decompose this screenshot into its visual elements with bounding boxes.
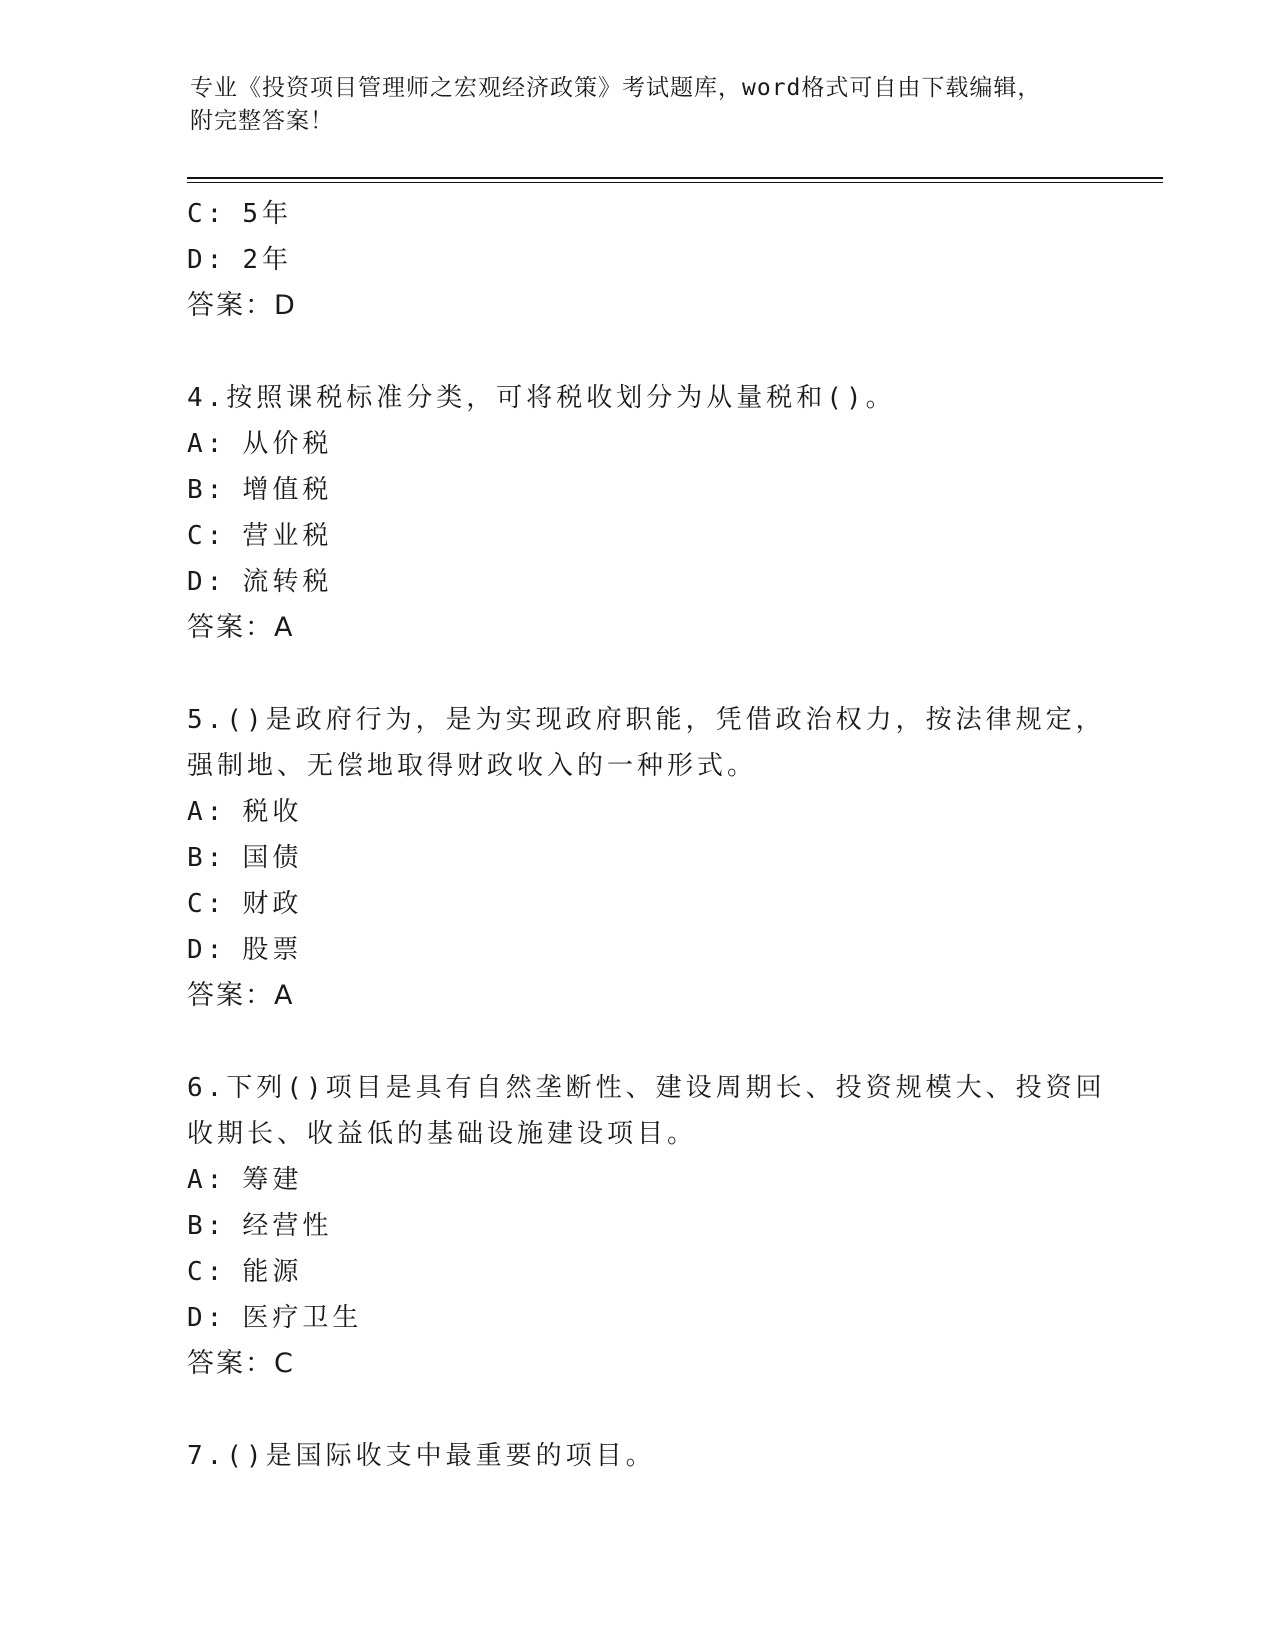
option-text: 股票	[242, 935, 303, 965]
option-letter: A:	[187, 797, 227, 827]
answer-line: 答案：A	[187, 612, 295, 643]
option-b	[187, 467, 1087, 513]
document-header	[190, 72, 1070, 138]
option-letter: C:	[187, 199, 227, 229]
option-c	[187, 881, 1087, 927]
question-4	[187, 375, 1087, 651]
option-text: 税收	[242, 797, 303, 827]
option-c	[187, 513, 1087, 559]
option-a	[187, 1157, 1087, 1203]
answer-line: 答案：C	[187, 1348, 295, 1379]
question-stem-line-1: 5.()是政府行为，是为实现政府职能，凭借政治权力，按法律规定，	[187, 705, 1106, 735]
option-d	[187, 1295, 1087, 1341]
option-text: 营业税	[242, 521, 333, 551]
question-stem-line-2: 强制地、无偿地取得财政收入的一种形式。	[187, 751, 758, 781]
option-a	[187, 789, 1087, 835]
option-text: 筹建	[242, 1165, 303, 1195]
option-letter: C:	[187, 521, 227, 551]
spacer	[187, 1387, 1087, 1433]
option-text: 2年	[242, 245, 292, 275]
question-5	[187, 697, 1106, 1019]
option-text: 增值税	[242, 475, 333, 505]
question-7	[187, 1433, 1087, 1479]
option-letter: B:	[187, 475, 227, 505]
spacer	[187, 1019, 1087, 1065]
question-stem-line-2: 收期长、收益低的基础设施建设项目。	[187, 1119, 698, 1149]
option-letter: C:	[187, 1257, 227, 1287]
option-c	[187, 191, 1087, 237]
question-stem: 4.按照课税标准分类，可将税收划分为从量税和()。	[187, 383, 896, 413]
option-b	[187, 1203, 1087, 1249]
option-letter: D:	[187, 1303, 227, 1333]
option-letter: D:	[187, 245, 227, 275]
spacer	[187, 651, 1087, 697]
header-line-1: 专业《投资项目管理师之宏观经济政策》考试题库，word格式可自由下载编辑，	[190, 75, 1042, 101]
option-text: 5年	[242, 199, 292, 229]
spacer	[187, 329, 1087, 375]
option-letter: D:	[187, 567, 227, 597]
option-a	[187, 421, 1087, 467]
option-text: 从价税	[242, 429, 333, 459]
question-stem: 7.()是国际收支中最重要的项目。	[187, 1441, 656, 1471]
option-text: 经营性	[242, 1211, 333, 1241]
option-letter: B:	[187, 843, 227, 873]
answer-line: 答案：D	[187, 290, 297, 321]
option-text: 能源	[242, 1257, 303, 1287]
answer-line: 答案：A	[187, 980, 295, 1011]
option-text: 流转税	[242, 567, 333, 597]
option-letter: D:	[187, 935, 227, 965]
option-letter: A:	[187, 429, 227, 459]
header-rule-thin	[187, 182, 1163, 183]
option-d	[187, 237, 1087, 283]
option-b	[187, 835, 1087, 881]
header-line-2: 附完整答案！	[190, 108, 334, 134]
header-rule-thick	[187, 177, 1163, 179]
option-letter: A:	[187, 1165, 227, 1195]
question-6	[187, 1065, 1106, 1387]
question-3-tail	[187, 191, 1087, 329]
option-letter: C:	[187, 889, 227, 919]
option-text: 医疗卫生	[242, 1303, 363, 1333]
option-text: 国债	[242, 843, 303, 873]
option-d	[187, 559, 1087, 605]
option-letter: B:	[187, 1211, 227, 1241]
question-stem-line-1: 6.下列()项目是具有自然垄断性、建设周期长、投资规模大、投资回	[187, 1073, 1106, 1103]
option-c	[187, 1249, 1087, 1295]
option-text: 财政	[242, 889, 303, 919]
option-d	[187, 927, 1087, 973]
question-list	[187, 191, 1106, 1479]
